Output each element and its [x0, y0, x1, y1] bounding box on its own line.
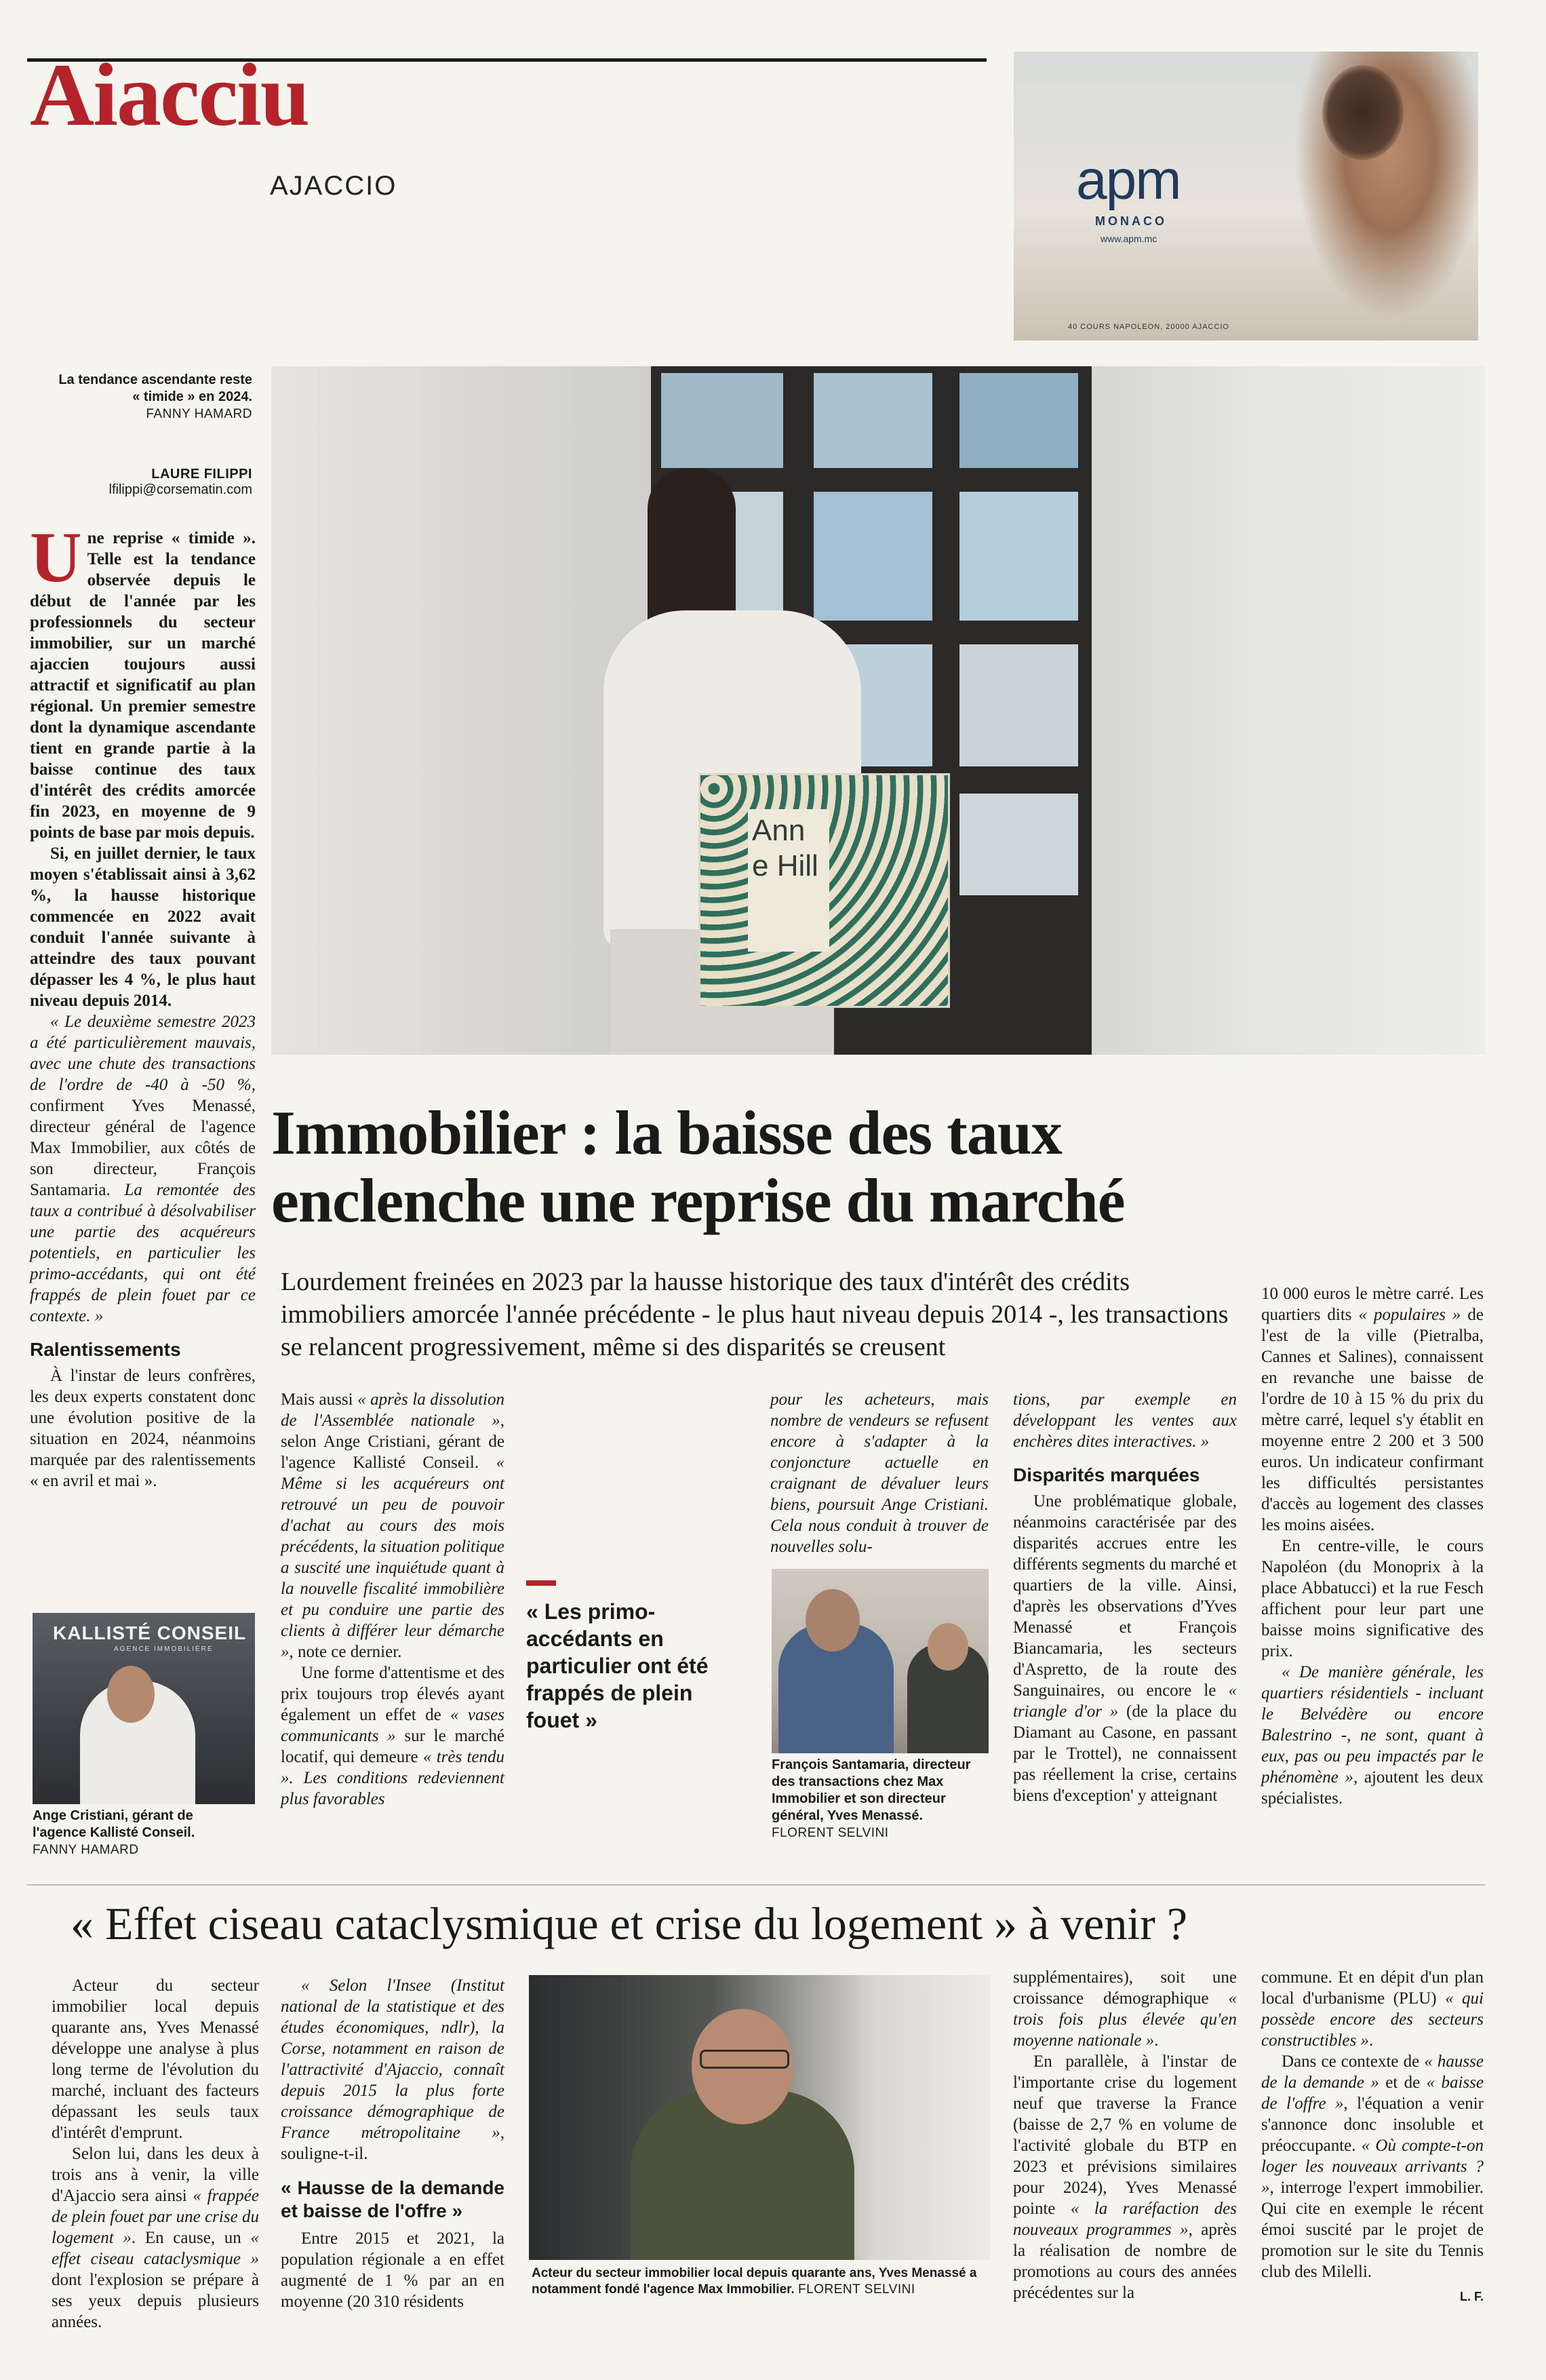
s-c4-1c: .: [1369, 2031, 1374, 2050]
duo-photo: [772, 1569, 989, 1753]
s-c2-1b: , souligne-t-il.: [281, 2124, 504, 2163]
byline: [27, 467, 252, 498]
bag-label: [748, 809, 829, 952]
headline: [271, 1099, 1492, 1234]
kalliste-sign: KALLISTÉ CONSEIL: [53, 1622, 247, 1643]
menasse-glasses: [700, 2050, 789, 2069]
menasse-head: [928, 1623, 968, 1671]
col4-2a: Une problématique globale, néanmoins caractérisée par des disparités accrues entre les différents segments du marché et quartiers de la ville. Ainsi, d'après les observations d'Yves Menassé et François Biancamaria, les secteurs d'Aspretto, de la route des Sanguinaires, ou encore le: [1013, 1492, 1237, 1700]
second-headline: « Effet ciseau cataclysmique et crise du logement » à venir ?: [71, 1898, 1188, 1949]
col5-paragraph-3: [1261, 1662, 1484, 1809]
pullquote: « Les primo-accédants en particulier ont été frappés de plein fouet »: [526, 1599, 709, 1732]
s-c3-1a: supplémentaires), soit une croissance démographique: [1013, 1968, 1237, 2008]
s-c4-2b: « hausse de la demande »: [1261, 2052, 1484, 2092]
byline-author: LAURE FILIPPI: [151, 467, 252, 482]
col5-3b: , ajoutent les deux spécialistes.: [1261, 1768, 1484, 1808]
byline-email: lfilippi@corsematin.com: [108, 482, 252, 497]
second-c1-paragraph-2: [52, 2143, 259, 2333]
menasse-caption-text: Acteur du secteur immobilier local depuis quarante ans, Yves Menassé a notamment fondé l'agence Max Immobilier.: [532, 2266, 977, 2297]
s-c3-2c: , après la réalisation de nombre de promotions au cours des années précédentes sur la: [1013, 2221, 1237, 2302]
ad-brand-sub: MONACO: [1095, 214, 1167, 228]
col2-2c: sur le marché locatif, qui demeure: [281, 1727, 505, 1766]
paragraph-3: [30, 1011, 256, 1327]
col5-1c: de l'est de la ville (Pietralba, Cannes et Salines), connaissent en revanche une baisse de l'ordre de 10 à 15 % du prix du mètre carré, lequel s'y établit en moyenne entre 2 200 et 3 500 euros. Un indicateur confirmant les difficultés persistantes d'accès au logement des classes les moins aisées.: [1261, 1306, 1484, 1534]
article-column-5: [1261, 1283, 1484, 1809]
col2-1c: , selon Ange Cristiani, gérant de l'agence Kallisté Conseil.: [281, 1411, 504, 1472]
col2-2b: « vases communicants »: [281, 1706, 505, 1745]
second-c1-paragraph-1: Acteur du secteur immobilier local depuis quarante ans, Yves Menassé développe une analyse à plus long terme de l'évolution du marché, incluant des facteurs dépassant les seuls taux d'intérêt d'emprunt.: [52, 1976, 259, 2142]
col4-paragraph-1: tions, par exemple en développant les ventes aux enchères dites interactives. »: [1013, 1390, 1237, 1451]
main-photo-caption: [27, 372, 252, 423]
col5-1a: 10 000 euros le mètre carré. Les quartiers dits: [1261, 1285, 1484, 1324]
col4-2d: ' y atteignant: [1130, 1787, 1218, 1805]
col3-paragraph-1: pour les acheteurs, mais nombre de vendeurs se refusent encore à s'adapter à la conjoncture actuelle en craignant de dévaluer leurs biens, poursuit Ange Cristiani. Cela nous conduit à trouver de nouvelles solu-: [770, 1390, 989, 1556]
s-c4-1b: « qui possède encore des secteurs constructibles »: [1261, 1989, 1484, 2050]
s-c1-2d: « effet ciseau cataclysmique »: [52, 2229, 259, 2268]
bag-text: Ann e Hill: [752, 814, 818, 882]
author-signature: L. F.: [1460, 2290, 1484, 2303]
shopping-bag: [698, 773, 950, 1008]
s-c4-2f: « Où compte-t-on loger les nouveaux arrivants ? »: [1261, 2137, 1484, 2197]
cristiani-credit: FANNY HAMARD: [33, 1843, 139, 1857]
s-c3-2a: En parallèle, à l'instar de l'importante crise du logement neuf que traverse la France (baisse de 2,7 % en volume de l'activité globale du BTP en 2023 et prévisions similaires pour 2024), Yves Menassé pointe: [1013, 2052, 1237, 2218]
s-c3-1c: .: [1154, 2031, 1159, 2050]
col2-2a: Une forme d'attentisme et des prix toujours trop élevés ayant également un effet de: [281, 1664, 504, 1724]
col2-2d: « très tendu ». Les conditions redeviennent plus favorables: [281, 1748, 504, 1808]
s-c4-2g: , interroge l'expert immobilier. Qui cite en exemple le récent émoi suscité par le projet de promotion sur le site du Tennis club des Milelli.: [1261, 2179, 1484, 2281]
text-3b: confirment Yves Menassé, directeur général de l'agence Max Immobilier, aux côtés de son directeur, François Santamaria.: [30, 1097, 256, 1199]
paragraph-4: À l'instar de leurs confrères, les deux experts constatent donc une évolution positive de la situation en 2024, néanmoins marquée par des ralentissements « en avril et mai ».: [30, 1367, 256, 1490]
s-c4-2a: Dans ce contexte de: [1282, 2052, 1425, 2071]
second-article-rule: [27, 1884, 1485, 1886]
lead-text: ne reprise « timide ». Telle est la tendance observée depuis le début de l'année par les professionnels du secteur immobilier, sur un marché ajaccien toujours aussi attractif et significatif au plan régional. Un premier semestre dont la dynamique ascendante tient en grande partie à la baisse continue des taux d'intérêt des crédits amorcée fin 2023, en moyenne de 9 points de base par mois depuis.: [30, 529, 256, 842]
standfirst: Lourdement freinées en 2023 par la hausse historique des taux d'intérêt des crédits immobiliers amorcée l'année précédente - le plus haut niveau depuis 2014 -, les transactions se relancent progressivement, même si des disparités se creusent: [281, 1268, 1229, 1361]
second-column-3: [1013, 1967, 1237, 2303]
col4-2b: « triangle d'or »: [1013, 1681, 1237, 1721]
santamaria-head: [806, 1589, 860, 1652]
cristiani-caption: [33, 1808, 236, 1858]
s-c4-2d: « baisse de l'offre »: [1261, 2073, 1484, 2113]
col5-paragraph-1: [1261, 1283, 1484, 1536]
cristiani-caption-text: Ange Cristiani, gérant de l'agence Kallisté Conseil.: [33, 1808, 195, 1840]
s-c3-1b: « trois fois plus élevée qu'en moyenne nationale »: [1013, 1989, 1237, 2050]
article-column-2: [281, 1389, 504, 1810]
s-c1-2a: Selon lui, dans les deux à trois ans à venir, la ville d'Ajaccio sera ainsi: [52, 2145, 259, 2205]
main-photo-caption-line1: La tendance ascendante reste: [58, 372, 252, 387]
col5-3a: « De manière générale, les quartiers résidentiels - incluant le Belvédère ou encore Balestrino -, ne sont, quant à eux, pas ou peu impactés par le phénomène »: [1261, 1663, 1484, 1787]
kalliste-sign-sub: AGENCE IMMOBILIÈRE: [114, 1645, 214, 1653]
col2-paragraph-1: [281, 1389, 504, 1662]
article-column-4: [1013, 1389, 1237, 1806]
subhead-ralentissements: Ralentissements: [30, 1339, 181, 1360]
article-column-1: [30, 518, 256, 1491]
s-c1-2c: . En cause, un: [131, 2229, 251, 2247]
second-c3-paragraph-1: [1013, 1967, 1237, 2051]
second-c2-paragraph-1: [281, 1975, 504, 2164]
drop-cap: U: [30, 518, 82, 597]
s-c1-2b: « frappée de plein fouet par une crise du logement »: [52, 2187, 260, 2247]
duo-credit: FLORENT SELVINI: [772, 1826, 889, 1840]
ad-brand-logo: apm: [1076, 149, 1181, 211]
headline-line1: Immobilier : la baisse des taux: [271, 1098, 1062, 1167]
col5-1b: « populaires »: [1358, 1306, 1461, 1324]
apm-advertisement[interactable]: [1014, 52, 1478, 340]
duo-caption-text: François Santamaria, directeur des transactions chez Max Immobilier et son directeur général, Yves Menassé.: [772, 1757, 971, 1823]
article-column-3: [770, 1389, 989, 1557]
cristiani-photo: [33, 1613, 255, 1804]
s-c2-1a: « Selon l'Insee (Institut national de la statistique et des études économiques, ndlr), la Corse, notamment en raison de l'attractivité d'Ajaccio, connaît depuis 2015 la plus forte croissance démographique de France métropolitaine »: [281, 1976, 504, 2142]
pullquote-marker: [526, 1580, 556, 1586]
second-c3-paragraph-2: [1013, 2051, 1237, 2303]
menasse-credit: FLORENT SELVINI: [798, 2282, 915, 2297]
main-photo: [271, 366, 1485, 1055]
col2-1a: Mais aussi: [281, 1390, 358, 1409]
section-subtitle: AJACCIO: [270, 171, 397, 201]
second-c2-paragraph-2: Entre 2015 et 2021, la population régionale a en effet augmenté de 1 % par an en moyenne (20 310 résidents: [281, 2229, 504, 2311]
menasse-photo: [529, 1975, 990, 2260]
second-c4-paragraph-2: [1261, 2051, 1484, 2282]
col4-2c: (de la place du Diamant au Casone, en passant par le Trottel), ne connaissent pas réellement la crise, certains biens d'exception: [1013, 1702, 1237, 1805]
second-column-1: [52, 1975, 259, 2333]
s-c4-1a: commune. Et en dépit d'un plan local d'urbanisme (PLU): [1261, 1968, 1484, 2008]
col5-paragraph-2: En centre-ville, le cours Napoléon (du Monoprix à la place Abbatucci) et la rue Fesch affichent pour leur part une baisse moins significative des prix.: [1261, 1537, 1484, 1660]
main-photo-credit: FANNY HAMARD: [146, 407, 252, 421]
duo-caption: [772, 1757, 989, 1841]
ad-address: 40 COURS NAPOLEON, 20000 AJACCIO: [1068, 323, 1230, 331]
s-c1-2e: dont l'explosion se prépare à ses yeux depuis plusieurs années.: [52, 2271, 259, 2331]
second-column-2: [281, 1975, 504, 2312]
col2-paragraph-2: [281, 1662, 504, 1810]
cristiani-head: [107, 1666, 155, 1723]
col2-1d: « Même si les acquéreurs ont retrouvé un peu de pouvoir d'achat au cours des mois précédents, la situation politique a suscité une inquiétude quant à la nouvelle fiscalité immobilière et pu conduire une partie des clients à différer leur démarche »: [281, 1454, 504, 1661]
s-c4-2c: et de: [1379, 2073, 1427, 2092]
second-subhead: « Hausse de la demande et baisse de l'offre »: [281, 2177, 504, 2221]
paragraph-2: Si, en juillet dernier, le taux moyen s'établissait ainsi à 3,62 %, la hausse historique commencée en 2022 avait conduit l'année suivante à atteindre des taux pouvant dépasser les 4 %, le plus haut niveau depuis 2014.: [30, 844, 256, 1010]
subhead-disparites: Disparités marquées: [1013, 1464, 1200, 1485]
quote-3c: La remontée des taux a contribué à désolvabiliser une partie des acquéreurs potentiels, en particulier les primo-accédants, qui ont été frappés de plein fouet par ce contexte. »: [30, 1181, 256, 1325]
menasse-photo-caption: [532, 2265, 993, 2298]
col4-paragraph-2: [1013, 1491, 1237, 1806]
s-c4-2e: , l'équation a venir s'annonce donc insoluble et préoccupante.: [1261, 2094, 1484, 2155]
s-c3-2b: « la raréfaction des nouveaux programmes »: [1013, 2200, 1237, 2239]
ad-model-hair: [1322, 65, 1404, 160]
second-column-4: [1261, 1967, 1484, 2307]
col2-1b: « après la dissolution de l'Assemblée nationale »: [281, 1390, 505, 1430]
second-c4-paragraph-1: [1261, 1967, 1484, 2051]
lead-paragraph: [30, 518, 256, 843]
quote-3a: « Le deuxième semestre 2023 a été particulièrement mauvais, avec une chute des transactions de l'ordre de -40 à -50 %,: [30, 1013, 256, 1094]
headline-line2: enclenche une reprise du marché: [271, 1166, 1125, 1235]
main-photo-caption-line2: « timide » en 2024.: [132, 389, 252, 404]
section-title: Aiacciu: [30, 45, 309, 144]
ad-url: www.apm.mc: [1101, 233, 1157, 244]
col2-1e: , note ce dernier.: [289, 1643, 402, 1661]
